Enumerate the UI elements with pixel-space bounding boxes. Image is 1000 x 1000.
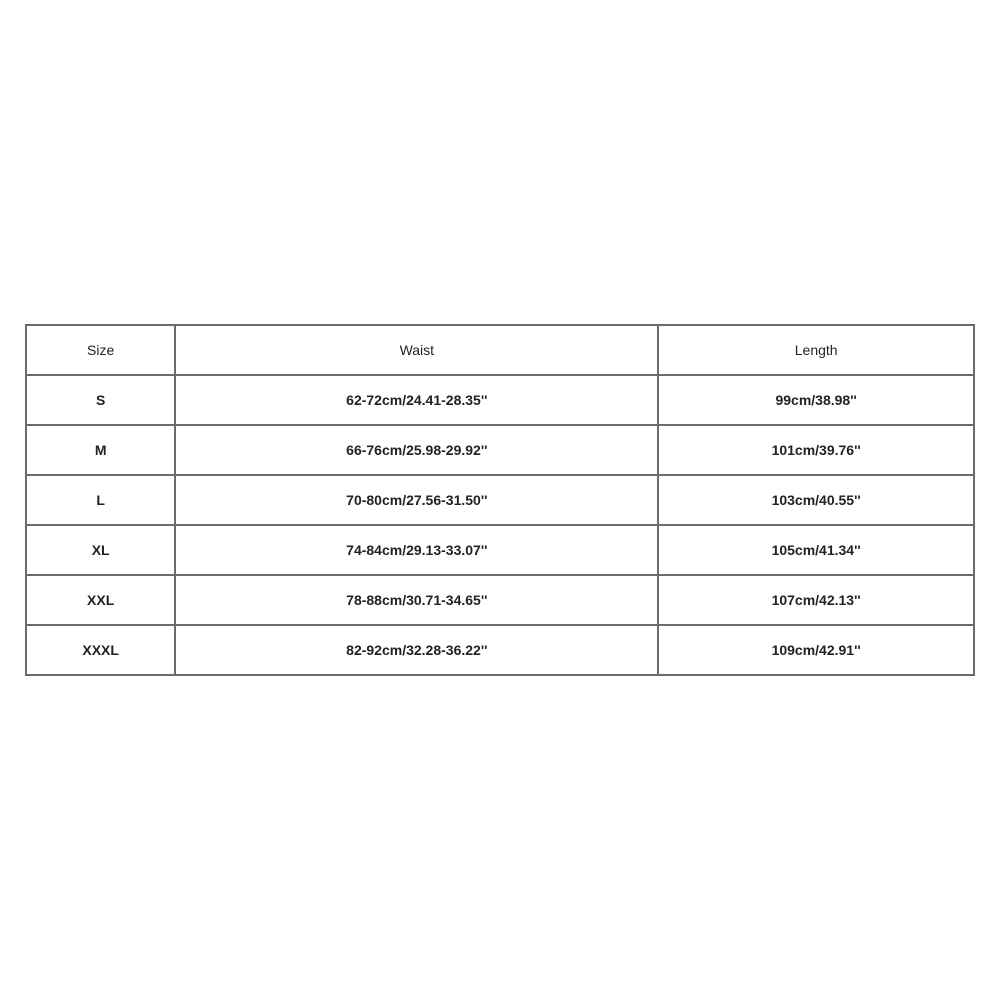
waist-cell: 62-72cm/24.41-28.35'' xyxy=(175,375,658,425)
length-cell: 107cm/42.13'' xyxy=(658,575,974,625)
table-header xyxy=(26,325,974,375)
length-cell: 109cm/42.91'' xyxy=(658,625,974,675)
table-row xyxy=(26,575,974,625)
size-cell: XXXL xyxy=(26,625,175,675)
table-row xyxy=(26,475,974,525)
size-cell: XL xyxy=(26,525,175,575)
size-chart-table xyxy=(25,324,975,676)
table-row xyxy=(26,425,974,475)
length-cell: 103cm/40.55'' xyxy=(658,475,974,525)
length-cell: 101cm/39.76'' xyxy=(658,425,974,475)
header-size: Size xyxy=(26,325,175,375)
table-body xyxy=(26,375,974,675)
waist-cell: 82-92cm/32.28-36.22'' xyxy=(175,625,658,675)
size-cell: M xyxy=(26,425,175,475)
header-length: Length xyxy=(658,325,974,375)
waist-cell: 78-88cm/30.71-34.65'' xyxy=(175,575,658,625)
waist-cell: 66-76cm/25.98-29.92'' xyxy=(175,425,658,475)
header-row xyxy=(26,325,974,375)
table-row xyxy=(26,375,974,425)
waist-cell: 74-84cm/29.13-33.07'' xyxy=(175,525,658,575)
size-cell: L xyxy=(26,475,175,525)
length-cell: 99cm/38.98'' xyxy=(658,375,974,425)
table-row xyxy=(26,525,974,575)
table-row xyxy=(26,625,974,675)
waist-cell: 70-80cm/27.56-31.50'' xyxy=(175,475,658,525)
header-waist: Waist xyxy=(175,325,658,375)
size-cell: XXL xyxy=(26,575,175,625)
size-cell: S xyxy=(26,375,175,425)
length-cell: 105cm/41.34'' xyxy=(658,525,974,575)
